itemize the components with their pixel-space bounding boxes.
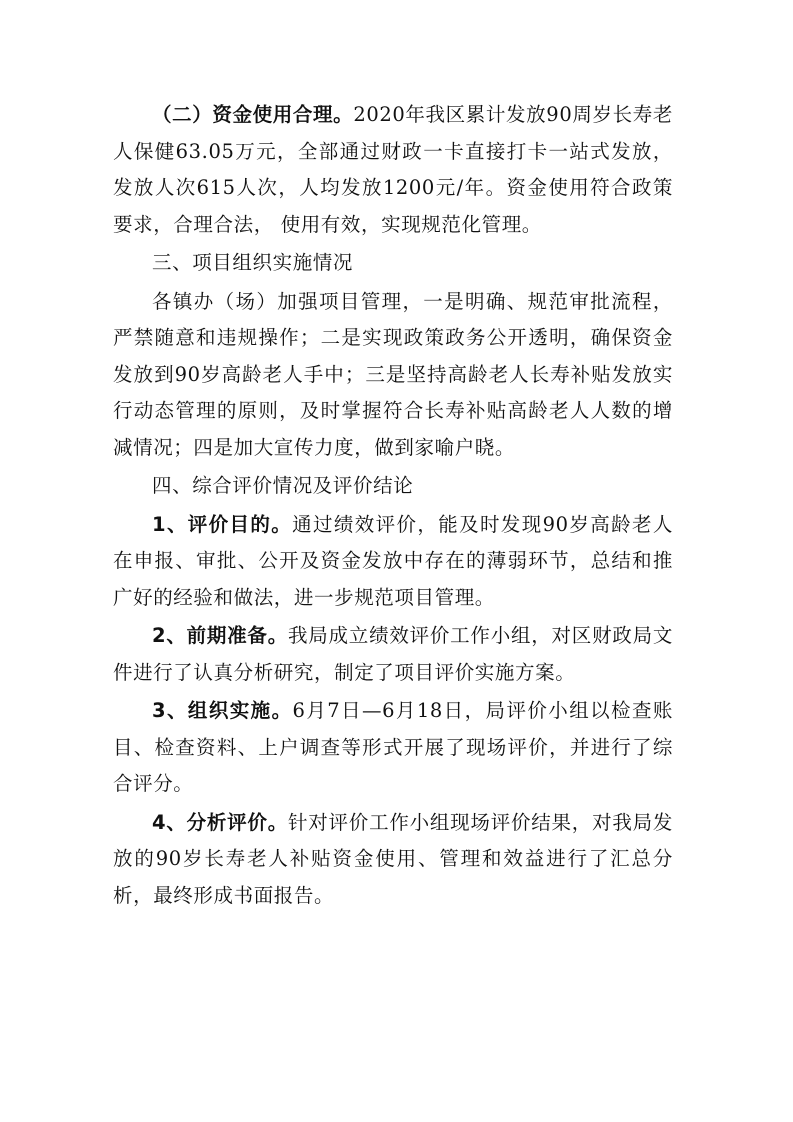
paragraph-analysis <box>113 805 673 915</box>
paragraph-text: 针对评价工作小组现场评价结果，对我局发放的90岁长寿老人补贴资金使用、管理和效益进行了汇总分析，最终形成书面报告。 <box>113 810 673 907</box>
document-body <box>113 97 673 914</box>
paragraph-lead: 1、评价目的。 <box>152 512 293 536</box>
paragraph-evaluation-purpose <box>113 507 673 617</box>
paragraph-implementation <box>113 284 673 467</box>
paragraph-organization <box>113 693 673 803</box>
paragraph-text: 通过绩效评价，能及时发现90岁高龄老人在申报、审批、公开及资金发放中存在的薄弱环节，总结和推广好的经验和做法，进一步规范项目管理。 <box>113 512 673 609</box>
paragraph-text: 2020年我区累计发放90周岁长寿老人保健63.05万元，全部通过财政一卡直接打卡一站式发放，发放人次615人次，人均发放1200元/年。资金使用符合政策要求，合理合法， 使用有效，实现规范化管理。 <box>113 103 673 236</box>
section-heading-implementation: 三、项目组织实施情况 <box>152 251 354 274</box>
section-heading-evaluation: 四、综合评价情况及评价结论 <box>152 474 414 497</box>
paragraph-text: 6月7日—6月18日，局评价小组以检查账目、检查资料、上户调查等形式开展了现场评价，并进行了综合评分。 <box>113 699 673 795</box>
paragraph-fund-usage <box>113 97 673 243</box>
paragraph-lead: （二）资金使用合理。 <box>152 103 354 126</box>
paragraph-lead: 4、分析评价。 <box>152 810 288 834</box>
paragraph-preparation <box>113 618 673 691</box>
paragraph-text: 我局成立绩效评价工作小组，对区财政局文件进行了认真分析研究，制定了项目评价实施方案。 <box>113 624 673 684</box>
paragraph-lead: 2、前期准备。 <box>152 624 288 647</box>
paragraph-text: 各镇办（场）加强项目管理，一是明确、规范审批流程，严禁随意和违规操作；二是实现政策政务公开透明，确保资金发放到90岁高龄老人手中；三是坚持高龄老人长寿补贴发放实行动态管理的原则，及时掌握符合长寿补贴高龄老人人数的增减情况；四是加大宣传力度，做到家喻户晓。 <box>113 289 673 459</box>
paragraph-lead: 3、组织实施。 <box>152 699 293 722</box>
